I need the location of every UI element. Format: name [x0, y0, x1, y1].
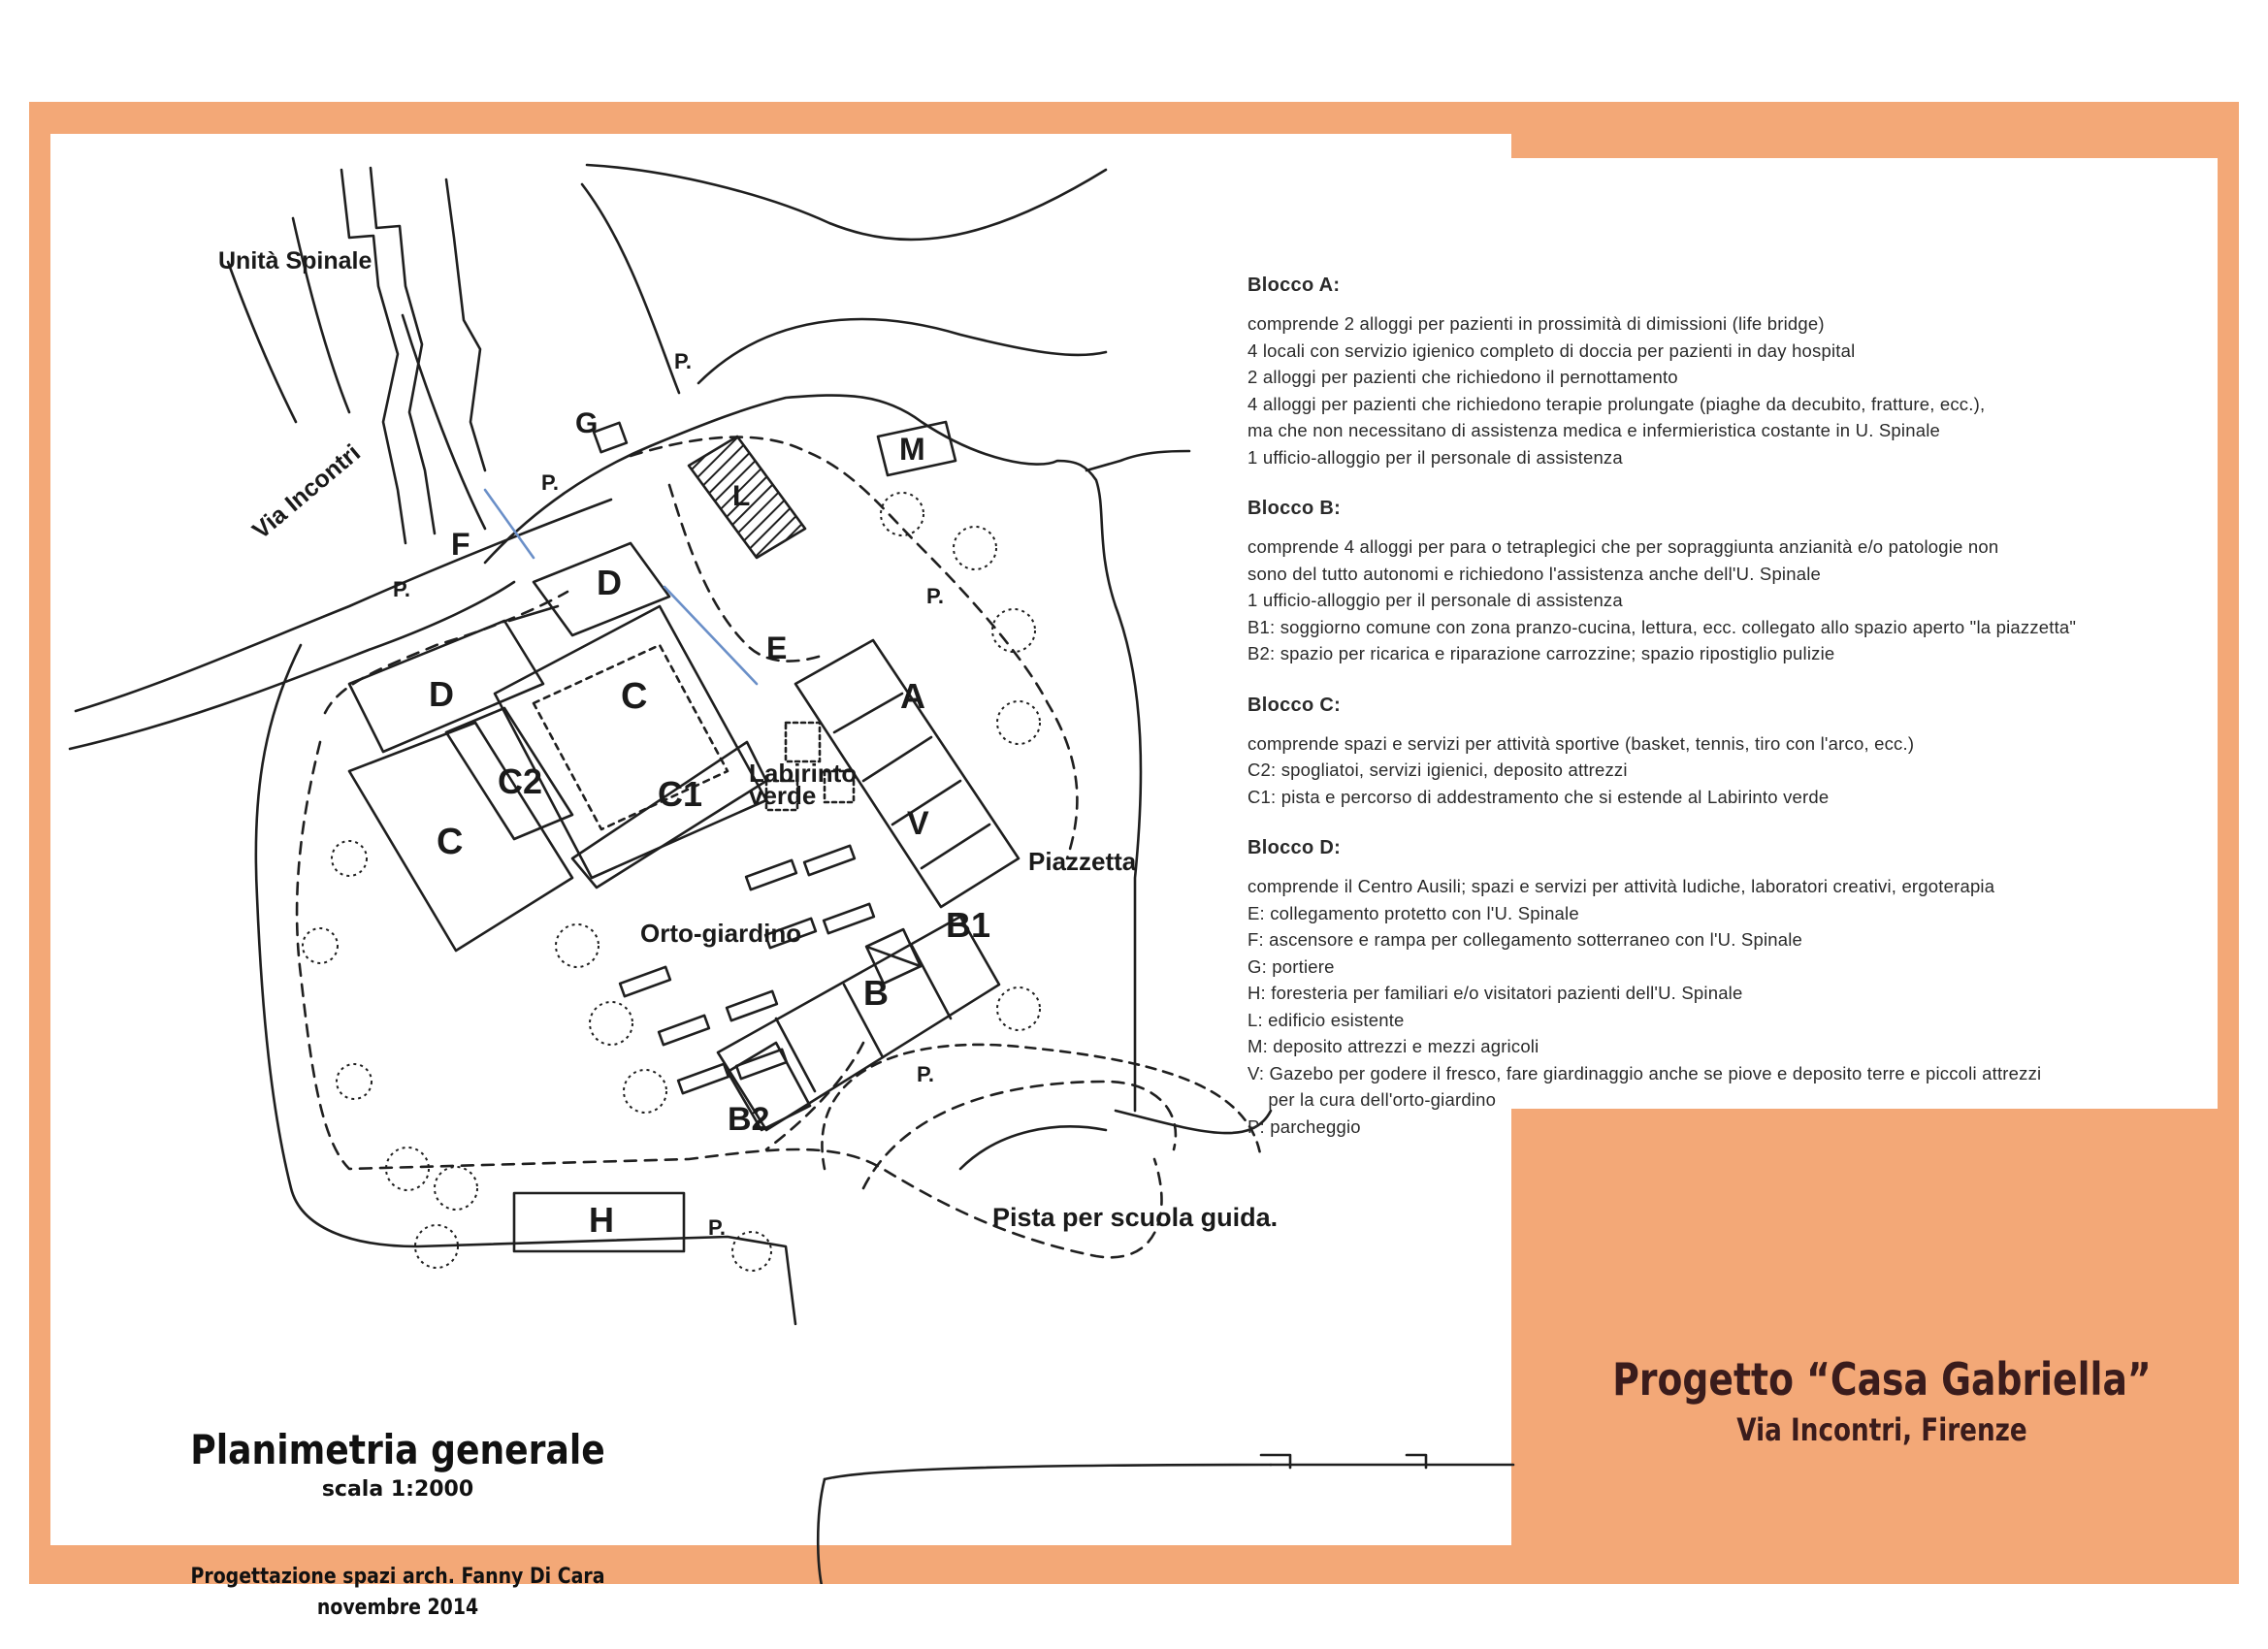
parking-label: P.: [708, 1215, 726, 1240]
legend-heading: Blocco D:: [1247, 837, 1342, 858]
credits: [189, 1562, 606, 1624]
label-block-c2: C2: [498, 761, 543, 801]
driving-track: [960, 1126, 1106, 1169]
road-edge: [403, 315, 485, 529]
road-edge: [825, 1465, 1271, 1479]
orto-bed: [824, 904, 874, 933]
plan-scale: scala 1:2000: [321, 1477, 474, 1502]
building-b-room: [912, 946, 951, 1018]
label-block-m: M: [899, 432, 925, 467]
label-orto-giardino: Orto-giardino: [640, 919, 802, 948]
link-e: [664, 587, 757, 684]
building-a-room: [863, 737, 931, 781]
unita-spinale-building: [446, 179, 485, 470]
label-block-c-main: C: [437, 822, 464, 862]
building-a-room: [834, 694, 902, 732]
parking-label: P.: [541, 470, 559, 495]
tree: [332, 841, 367, 876]
legend-line: V: Gazebo per godere il fresco, fare giardinaggio anche se piove e deposito terre e piccoli attrezzi: [1247, 1062, 2042, 1083]
orto-bed: [620, 967, 670, 996]
label-unita-spinale: Unità Spinale: [218, 247, 373, 275]
legend-line: L: edificio esistente: [1247, 1009, 1405, 1030]
label-block-b: B: [863, 973, 889, 1013]
legend-line: 4 alloggi per pazienti che richiedono terapie prolungate (piaghe da decubito, fratture, ecc.),: [1247, 393, 1986, 414]
legend-line: 2 alloggi per pazienti che richiedono il pernottamento: [1247, 367, 1678, 387]
label-verde: verde: [749, 781, 817, 810]
road-edge: [698, 319, 1106, 383]
legend-line: G: portiere: [1247, 955, 1335, 977]
label-block-v: V: [907, 805, 929, 842]
site-boundary: [1086, 451, 1189, 470]
tree: [590, 1002, 632, 1045]
label-block-g: G: [575, 407, 599, 439]
tree: [624, 1070, 666, 1113]
label-block-d-left: D: [429, 674, 454, 714]
label-block-a: A: [900, 676, 925, 716]
legend-line: B1: soggiorno comune con zona pranzo-cucina, lettura, ecc. collegato allo spazio aperto "la piazzetta": [1247, 616, 2077, 637]
portiere-g: [594, 423, 627, 452]
orto-bed: [659, 1016, 709, 1045]
legend-line: P: parcheggio: [1247, 1116, 1361, 1137]
garden-path: [766, 1043, 863, 1149]
legend-line: 1 ufficio-alloggio per il personale di assistenza: [1247, 590, 1623, 610]
legend-line: comprende spazi e servizi per attività sportive (basket, tennis, tiro con l'arco, ecc.): [1247, 732, 1915, 754]
unita-spinale-building: [371, 168, 435, 534]
legend-heading: Blocco A:: [1247, 275, 1341, 296]
tree: [992, 609, 1035, 652]
legend-line: sono del tutto autonomi e richiedono l'assistenza anche dell'U. Spinale: [1247, 563, 1822, 584]
road-edge: [587, 165, 1106, 240]
road-edge: [582, 184, 679, 393]
label-block-d-right: D: [597, 563, 622, 602]
c1-track: [572, 742, 766, 888]
legend-block-c: [1247, 695, 2247, 811]
garden-path: [297, 742, 1161, 1257]
legend-line: C2: spogliatoi, servizi igienici, deposito attrezzi: [1247, 760, 1628, 780]
orto-bed: [736, 1050, 787, 1079]
legend: [1247, 275, 2247, 1167]
parking-label: P.: [917, 1062, 934, 1086]
parking-label: P.: [926, 584, 944, 608]
legend-line: comprende il Centro Ausili; spazi e servizi per attività ludiche, laboratori creativi, ergoterapia: [1247, 876, 1995, 896]
label-labirinto: Labirinto: [749, 759, 858, 788]
tree: [997, 987, 1040, 1030]
parking-label: P.: [393, 577, 410, 601]
parking-label: P.: [674, 349, 692, 373]
building-b: [718, 917, 999, 1130]
tree: [997, 701, 1040, 744]
labirinto-box: [786, 723, 820, 761]
legend-line: 4 locali con servizio igienico completo di doccia per pazienti in day hospital: [1247, 340, 1856, 361]
tree: [386, 1148, 429, 1190]
tree: [732, 1232, 771, 1271]
orto-bed: [746, 860, 796, 889]
label-via-incontri: Via Incontri: [247, 438, 366, 545]
sports-field-c1: [495, 606, 766, 878]
label-block-c1: C1: [658, 774, 703, 814]
label-block-h: H: [589, 1200, 614, 1240]
orto-bed: [727, 991, 777, 1020]
legend-line: M: deposito attrezzi e mezzi agricoli: [1247, 1036, 1539, 1056]
credits-date: novembre 2014: [316, 1596, 479, 1620]
project-subtitle: Via Incontri, Firenze: [1736, 1411, 2027, 1448]
legend-heading: Blocco B:: [1247, 498, 1342, 519]
legend-block-d: [1247, 837, 2247, 1140]
tree: [556, 924, 599, 967]
legend-line: F: ascensore e rampa per collegamento sotterraneo con l'U. Spinale: [1247, 929, 1803, 950]
building-a-room: [922, 824, 989, 868]
legend-line: comprende 4 alloggi per para o tetraplegici che per sopraggiunta anzianità e/o patologie non: [1247, 536, 1999, 557]
legend-line: comprende 2 alloggi per pazienti in prossimità di dimissioni (life bridge): [1247, 313, 1825, 334]
tree: [303, 928, 338, 963]
label-block-c-field: C: [621, 676, 648, 717]
legend-block-a: [1247, 275, 2247, 470]
driving-track: [822, 1045, 1261, 1169]
label-block-b1: B1: [946, 905, 991, 945]
label-block-b2: B2: [728, 1101, 770, 1138]
tree: [954, 527, 996, 569]
orto-bed: [678, 1064, 729, 1093]
legend-line: 1 ufficio-alloggio per il personale di assistenza: [1247, 446, 1623, 468]
drawing-frame: [29, 102, 2239, 1620]
plan-title: Planimetria generale: [190, 1426, 605, 1473]
label-pista: Pista per scuola guida.: [992, 1203, 1279, 1232]
legend-line: E: collegamento protetto con l'U. Spinale: [1247, 902, 1579, 923]
unita-spinale-building: [228, 262, 296, 422]
project-title-block: [1542, 1353, 2221, 1448]
orto-bed: [804, 846, 855, 875]
label-block-e: E: [766, 630, 788, 665]
label-piazzetta: Piazzetta: [1028, 847, 1137, 876]
label-block-f: F: [451, 527, 470, 562]
label-block-l: L: [732, 480, 751, 512]
legend-line: ma che non necessitano di assistenza medica e infermieristica costante in U. Spinale: [1247, 420, 1940, 440]
tree: [337, 1064, 372, 1099]
site-boundary: [485, 396, 1141, 1111]
road-edge: [76, 500, 611, 711]
legend-line: per la cura dell'orto-giardino: [1247, 1089, 1497, 1110]
project-title: Progetto “Casa Gabriella”: [1612, 1353, 2152, 1406]
legend-line: B2: spazio per ricarica e riparazione carrozzine; spazio ripostiglio pulizie: [1247, 643, 1835, 663]
legend-block-b: [1247, 498, 2247, 667]
legend-line: H: foresteria per familiari e/o visitatori pazienti dell'U. Spinale: [1247, 983, 1743, 1003]
plan-title-block: [155, 1426, 640, 1502]
legend-heading: Blocco C:: [1247, 694, 1342, 716]
legend-line: C1: pista e percorso di addestramento che si estende al Labirinto verde: [1247, 786, 1830, 807]
tree: [435, 1167, 477, 1210]
credits-author: Progettazione spazi arch. Fanny Di Cara: [190, 1565, 605, 1589]
